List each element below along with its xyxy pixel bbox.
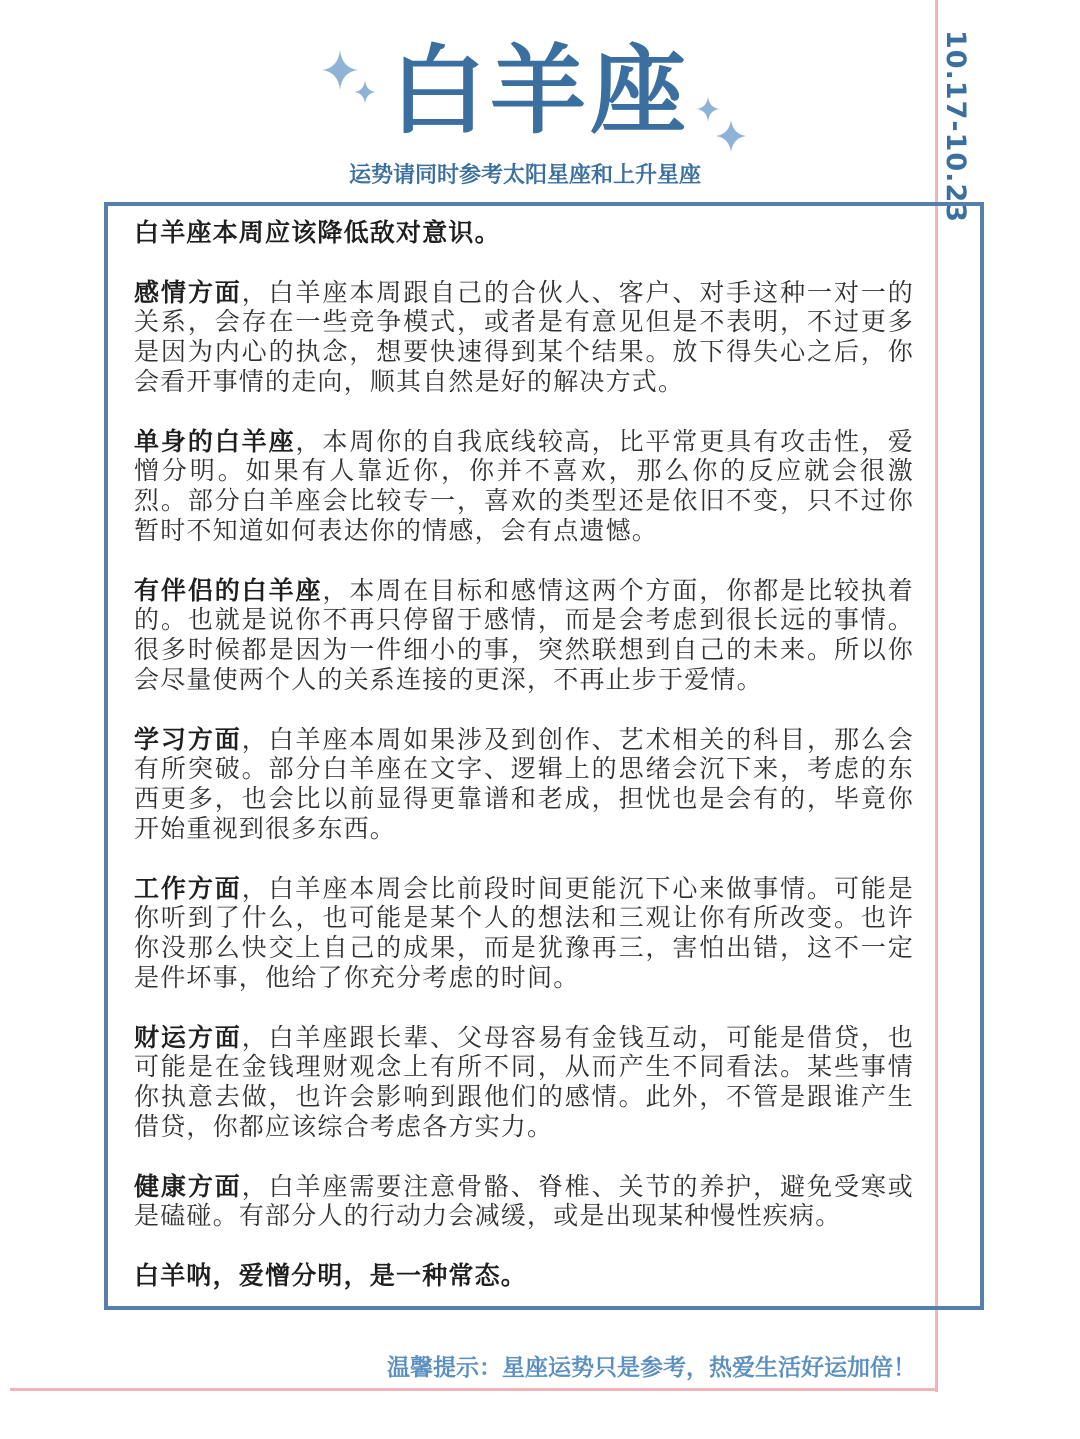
section-health (134, 1172, 914, 1232)
sparkle-icon (696, 96, 720, 122)
section-body: ，本周在目标和感情这两个方面，你都是比较执着的。也就是说你不再只停留于感情，而是会考虑到很长远的事情。很多时候都是因为一件细小的事，突然联想到自己的未来。所以你会尽量使两个人的关系连接的更深，不再止步于爱情。 (134, 575, 914, 694)
section-heading: 健康方面 (134, 1171, 242, 1201)
pink-horizontal-line (10, 1388, 938, 1391)
footer-tip: 温馨提示：星座运势只是参考，热爱生活好运加倍！ (387, 1355, 916, 1381)
subtitle: 运势请同时参考太阳星座和上升星座 (348, 163, 701, 188)
section-body: ，白羊座需要注意骨骼、脊椎、关节的养护，避免受寒或是磕碰。有部分人的行动力会减缓，或是出现某种慢性疾病。 (134, 1171, 914, 1231)
sparkle-icon (716, 120, 746, 152)
section-body: ，白羊座本周跟自己的合伙人、客户、对手这种一对一的关系，会存在一些竞争模式，或者是有意见但是不表明，不过更多是因为内心的执念，想要快速得到某个结果。放下得失心之后，你会看开事情的走向，顺其自然是好的解决方式。 (134, 277, 914, 396)
sparkle-icon (322, 50, 358, 90)
section-body: ，白羊座跟长辈、父母容易有金钱互动，可能是借贷，也可能是在金钱理财观念上有所不同，从而产生不同看法。某些事情你执意去做，也许会影响到跟他们的感情。此外，不管是跟谁产生借贷，你都应该综合考虑各方实力。 (134, 1022, 914, 1141)
section-single (134, 427, 914, 546)
intro-line: 白羊座本周应该降低敌对意识。 (134, 218, 501, 247)
section-partnered (134, 576, 914, 695)
section-heading: 财运方面 (134, 1022, 242, 1052)
section-heading: 有伴侣的白羊座 (134, 575, 323, 605)
section-heading: 单身的白羊座 (134, 426, 296, 456)
section-heading: 感情方面 (134, 277, 242, 307)
section-work (134, 874, 914, 993)
sparkle-icon (354, 80, 376, 104)
horoscope-text (134, 218, 914, 1320)
page-title: 白羊座 (390, 35, 690, 147)
section-heading: 学习方面 (134, 724, 242, 754)
section-wealth (134, 1023, 914, 1142)
section-study (134, 725, 914, 844)
closing-line: 白羊呐，爱憎分明，是一种常态。 (134, 1260, 528, 1290)
section-emotion (134, 278, 914, 397)
date-range: 10.17-10.23 (940, 30, 971, 224)
section-body: ，本周你的自我底线较高，比平常更具有攻击性，爱憎分明。如果有人靠近你，你并不喜欢，那么你的反应就会很激烈。部分白羊座会比较专一，喜欢的类型还是依旧不变，只不过你暂时不知道如何表达你的情感，会有点遗憾。 (134, 426, 914, 545)
section-body: ，白羊座本周会比前段时间更能沉下心来做事情。可能是你听到了什么，也可能是某个人的想法和三观让你有所改变。也许你没那么快交上自己的成果，而是犹豫再三，害怕出错，这不一定是件坏事，他给了你充分考虑的时间。 (134, 873, 914, 992)
section-heading: 工作方面 (134, 873, 242, 903)
section-body: ，白羊座本周如果涉及到创作、艺术相关的科目，那么会有所突破。部分白羊座在文字、逻辑上的思绪会沉下来，考虑的东西更多，也会比以前显得更靠谱和老成，担忧也是会有的，毕竟你开始重视到很多东西。 (134, 724, 914, 843)
